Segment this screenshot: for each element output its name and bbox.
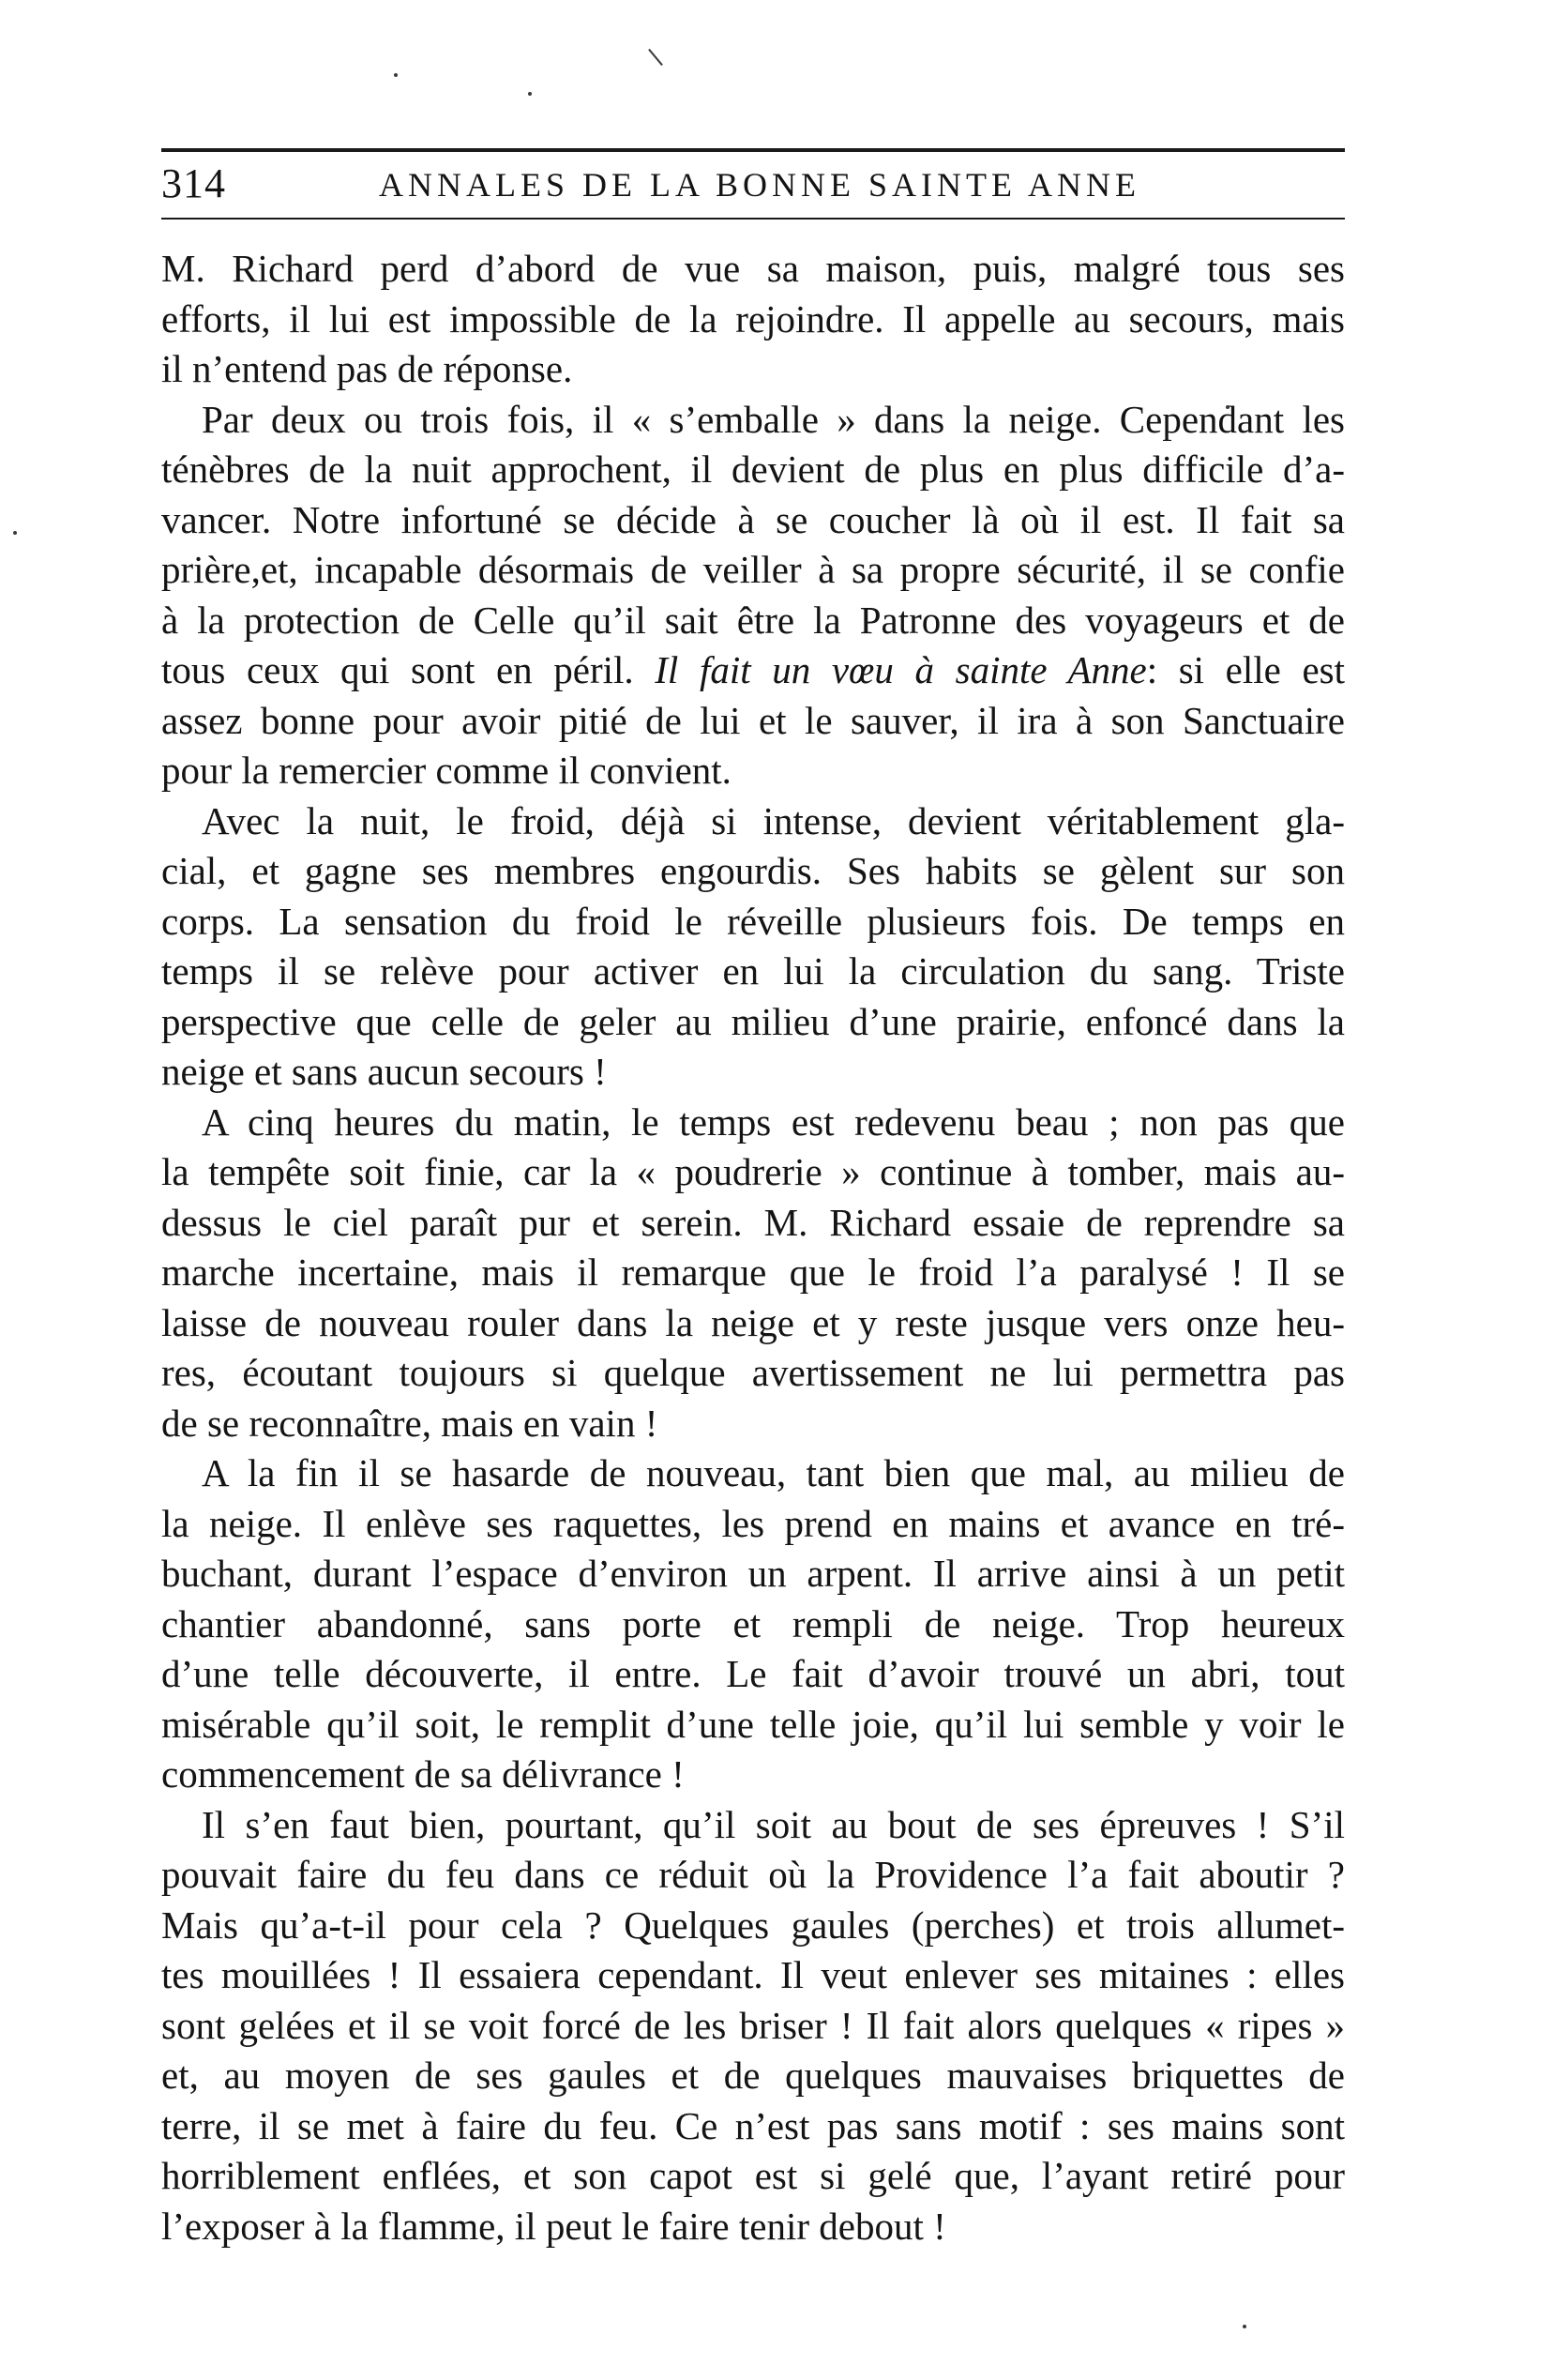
text-line: cial, et gagne ses membres engourdis. Ses habits se gèlent sur son [161,849,1345,892]
text-line: efforts, il lui est impossible de la rejoindre. Il appelle au secours, mais [161,296,1345,341]
text-line: temps il se relève pour activer en lui la circulation du sang. Triste [161,949,1345,993]
text-line: vancer. Notre infortuné se décide à se coucher là où il est. Il fait sa [161,497,1345,541]
text-line-with-italic [161,645,1345,696]
text-line: à la protection de Celle qu’il sait être la Patronne des voyageurs et de [161,598,1345,642]
text-line: terre, il se met à faire du feu. Ce n’est pas sans motif : ses mains sont [161,2103,1345,2147]
text-line: A la fin il se hasarde de nouveau, tant bien que mal, au milieu de [202,1451,1345,1494]
text-line: assez bonne pour avoir pitié de lui et le sauver, il ira à son Sanctuaire [161,698,1345,742]
text-line: Il s’en faut bien, pourtant, qu’il soit au bout de ses épreuves ! S’il [202,1802,1345,1846]
text-line: l’exposer à la flamme, il peut le faire tenir debout ! [161,2204,946,2248]
text-line: laisse de nouveau rouler dans la neige et y reste jusque vers onze heu- [161,1300,1345,1344]
scan-speck [1243,2325,1246,2328]
paragraph-2 [161,395,1345,796]
text-line: Avec la nuit, le froid, déjà si intense, devient véritablement gla- [202,798,1345,842]
text-line: chantier abandonné, sans porte et rempli de neige. Trop heureux [161,1601,1345,1645]
text-line: neige et sans aucun secours ! [161,1050,607,1093]
text-run: tous ceux qui sont en péril. [161,648,656,691]
text-line: la neige. Il enlève ses raquettes, les prend en mains et avance en tré- [161,1501,1345,1545]
paragraph-1 [161,244,1345,395]
page-header [161,148,1345,220]
text-line: tes mouillées ! Il essaiera cependant. Il veut enlever ses mitaines : elles [161,1953,1345,1996]
text-line: d’une telle découverte, il entre. Le fait d’avoir trouvé un abri, tout [161,1652,1345,1695]
text-line: buchant, durant l’espace d’environ un arpent. Il arrive ainsi à un petit [161,1552,1345,1595]
text-line: horriblement enflées, et son capot est si gelé que, l’ayant retiré pour [161,2154,1345,2197]
italic-phrase: Il fait un vœu à sainte Anne [655,648,1147,691]
text-line: il n’entend pas de réponse. [161,347,573,390]
text-run: : si elle est [1146,648,1346,691]
scan-mark [648,49,663,66]
text-line: res, écoutant toujours si quelque avertissement ne lui permettra pas [161,1351,1345,1394]
paragraph-5 [161,1448,1345,1800]
running-title: ANNALES DE LA BONNE SAINTE ANNE [379,166,1140,204]
text-line: marche incertaine, mais il remarque que le froid l’a paralysé ! Il se [161,1251,1345,1294]
text-line: pour la remercier comme il convient. [161,749,732,792]
text-line: dessus le ciel paraît pur et serein. M. Richard essaie de reprendre sa [161,1200,1345,1244]
paragraph-4 [161,1098,1345,1449]
scan-speck [13,531,17,535]
scan-speck [528,92,532,96]
paragraph-6 [161,1800,1345,2252]
text-line: prière,et, incapable désormais de veiller à sa propre sécurité, il se confie [161,548,1345,591]
body-text [161,244,1345,2251]
scan-speck [394,73,398,77]
text-line: corps. La sensation du froid le réveille plusieurs fois. De temps en [161,899,1345,943]
text-line: la tempête soit finie, car la « poudrerie » continue à tomber, mais au- [161,1150,1345,1193]
text-line: sont gelées et il se voit forcé de les briser ! Il fait alors quelques « ripes » [161,2003,1345,2047]
text-line: A cinq heures du matin, le temps est redevenu beau ; non pas que [202,1099,1345,1144]
text-line: commencement de sa délivrance ! [161,1752,685,1796]
text-line: de se reconnaître, mais en vain ! [161,1401,658,1445]
page-number: 314 [161,160,226,206]
text-line: et, au moyen de ses gaules et de quelques mauvaises briquettes de [161,2054,1345,2097]
text-line: Mais qu’a-t-il pour cela ? Quelques gaules (perches) et trois allumet- [161,1902,1345,1947]
text-line: M. Richard perd d’abord de vue sa maison, puis, malgré tous ses [161,247,1345,290]
text-line: Par deux ou trois fois, il « s’emballe » dans la neige. Cependant les [202,397,1345,441]
text-line: misérable qu’il soit, le remplit d’une telle joie, qu’il lui semble y voir le [161,1702,1345,1746]
text-line: pouvait faire du feu dans ce réduit où la Providence l’a fait aboutir ? [161,1853,1345,1896]
text-line: perspective que celle de geler au milieu d’une prairie, enfoncé dans la [161,999,1345,1043]
text-line: ténèbres de la nuit approchent, il devient de plus en plus difficile d’a- [161,447,1345,491]
paragraph-3 [161,796,1345,1098]
